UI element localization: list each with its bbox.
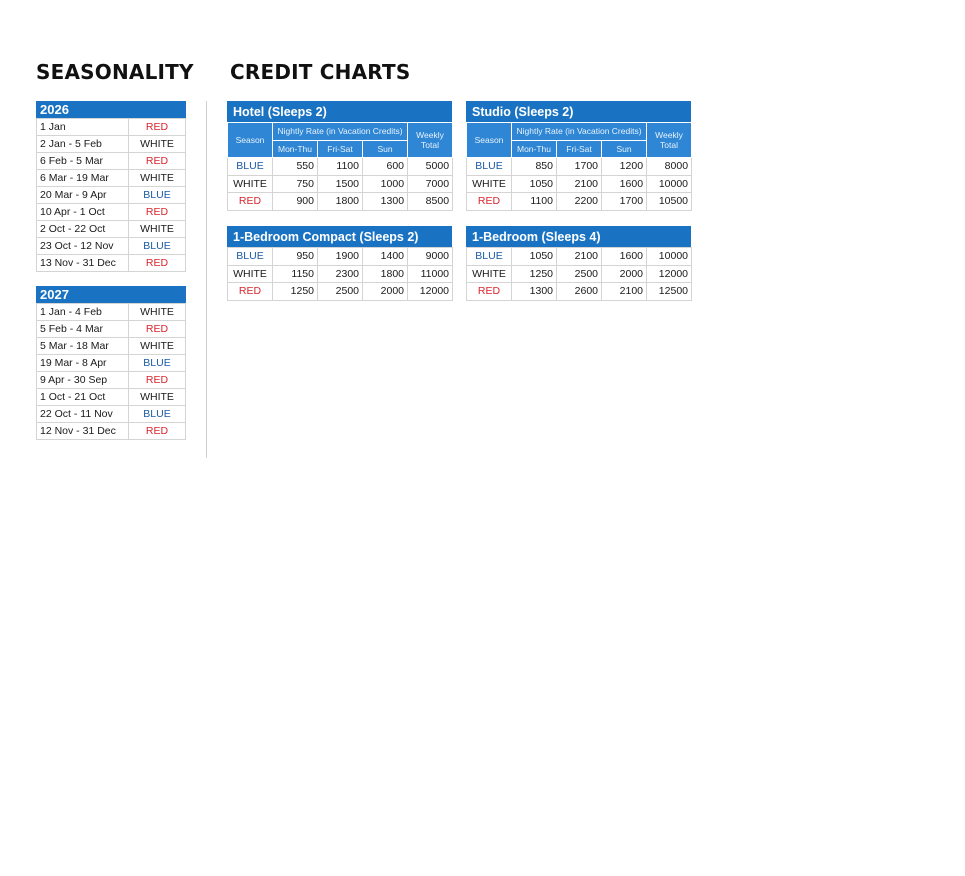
season-color: WHITE bbox=[129, 389, 186, 406]
date-range: 2 Jan - 5 Feb bbox=[37, 136, 129, 153]
mon-thu-value: 950 bbox=[273, 248, 318, 266]
season-cell: WHITE bbox=[467, 175, 512, 193]
fri-sat-value: 2200 bbox=[557, 193, 602, 211]
fri-sat-value: 2500 bbox=[557, 265, 602, 283]
seasonality-heading: SEASONALITY bbox=[36, 60, 194, 84]
credit-table-1br-compact bbox=[227, 226, 452, 301]
sun-value: 1300 bbox=[363, 193, 408, 211]
credit-table-grid bbox=[466, 247, 692, 301]
fri-sat-header: Fri-Sat bbox=[557, 140, 602, 158]
credit-row bbox=[228, 193, 453, 211]
season-color: RED bbox=[129, 153, 186, 170]
season-color: WHITE bbox=[129, 136, 186, 153]
credit-charts-heading: CREDIT CHARTS bbox=[230, 60, 411, 84]
mon-thu-value: 900 bbox=[273, 193, 318, 211]
season-table-2027 bbox=[36, 286, 186, 440]
season-color: RED bbox=[129, 372, 186, 389]
season-cell: BLUE bbox=[467, 158, 512, 176]
nightly-rate-header: Nightly Rate (in Vacation Credits) bbox=[273, 123, 408, 141]
season-row bbox=[37, 238, 186, 255]
weekly-total-value: 11000 bbox=[408, 265, 453, 283]
mon-thu-value: 750 bbox=[273, 175, 318, 193]
credit-row bbox=[228, 265, 453, 283]
credit-row bbox=[228, 158, 453, 176]
credit-table-title: Hotel (Sleeps 2) bbox=[227, 101, 452, 122]
date-range: 22 Oct - 11 Nov bbox=[37, 406, 129, 423]
sun-header: Sun bbox=[363, 140, 408, 158]
season-row bbox=[37, 355, 186, 372]
season-color: WHITE bbox=[129, 304, 186, 321]
season-cell: RED bbox=[467, 193, 512, 211]
header-row bbox=[467, 123, 692, 141]
season-row bbox=[37, 255, 186, 272]
season-color: RED bbox=[129, 423, 186, 440]
season-row bbox=[37, 406, 186, 423]
weekly-total-value: 12000 bbox=[647, 265, 692, 283]
season-row bbox=[37, 221, 186, 238]
weekly-total-value: 8500 bbox=[408, 193, 453, 211]
fri-sat-value: 1800 bbox=[318, 193, 363, 211]
date-range: 20 Mar - 9 Apr bbox=[37, 187, 129, 204]
nightly-rate-header: Nightly Rate (in Vacation Credits) bbox=[512, 123, 647, 141]
season-row bbox=[37, 321, 186, 338]
season-cell: BLUE bbox=[228, 248, 273, 266]
season-row bbox=[37, 423, 186, 440]
credit-table-grid bbox=[466, 122, 692, 211]
date-range: 2 Oct - 22 Oct bbox=[37, 221, 129, 238]
season-table-body bbox=[36, 303, 186, 440]
credit-table-1br bbox=[466, 226, 691, 301]
sun-value: 600 bbox=[363, 158, 408, 176]
weekly-total-header: Weekly Total bbox=[647, 123, 692, 158]
date-range: 23 Oct - 12 Nov bbox=[37, 238, 129, 255]
season-color: WHITE bbox=[129, 221, 186, 238]
fri-sat-value: 2500 bbox=[318, 283, 363, 301]
date-range: 1 Oct - 21 Oct bbox=[37, 389, 129, 406]
mon-thu-value: 1050 bbox=[512, 175, 557, 193]
mon-thu-value: 550 bbox=[273, 158, 318, 176]
credit-table-studio bbox=[466, 101, 691, 211]
sun-value: 1800 bbox=[363, 265, 408, 283]
sun-value: 1700 bbox=[602, 193, 647, 211]
fri-sat-value: 2100 bbox=[557, 175, 602, 193]
credit-table-grid bbox=[227, 122, 453, 211]
weekly-total-value: 10000 bbox=[647, 248, 692, 266]
date-range: 6 Feb - 5 Mar bbox=[37, 153, 129, 170]
season-row bbox=[37, 204, 186, 221]
date-range: 10 Apr - 1 Oct bbox=[37, 204, 129, 221]
season-cell: BLUE bbox=[228, 158, 273, 176]
sun-value: 1600 bbox=[602, 175, 647, 193]
season-color: BLUE bbox=[129, 238, 186, 255]
credit-table-grid bbox=[227, 247, 453, 301]
fri-sat-value: 1900 bbox=[318, 248, 363, 266]
mon-thu-value: 1050 bbox=[512, 248, 557, 266]
date-range: 6 Mar - 19 Mar bbox=[37, 170, 129, 187]
credit-row bbox=[467, 248, 692, 266]
weekly-total-value: 12500 bbox=[647, 283, 692, 301]
fri-sat-value: 2100 bbox=[557, 248, 602, 266]
mon-thu-value: 1300 bbox=[512, 283, 557, 301]
mon-thu-value: 850 bbox=[512, 158, 557, 176]
season-color: RED bbox=[129, 119, 186, 136]
date-range: 5 Feb - 4 Mar bbox=[37, 321, 129, 338]
credit-row bbox=[228, 175, 453, 193]
season-row bbox=[37, 119, 186, 136]
credit-row bbox=[228, 248, 453, 266]
sun-value: 2000 bbox=[602, 265, 647, 283]
date-range: 19 Mar - 8 Apr bbox=[37, 355, 129, 372]
season-color: BLUE bbox=[129, 187, 186, 204]
season-color: WHITE bbox=[129, 338, 186, 355]
season-table-body bbox=[36, 118, 186, 272]
credit-row bbox=[467, 265, 692, 283]
sun-value: 1400 bbox=[363, 248, 408, 266]
weekly-total-value: 10500 bbox=[647, 193, 692, 211]
date-range: 9 Apr - 30 Sep bbox=[37, 372, 129, 389]
credit-row bbox=[228, 283, 453, 301]
season-color: RED bbox=[129, 321, 186, 338]
season-table-2026 bbox=[36, 101, 186, 272]
date-range: 1 Jan bbox=[37, 119, 129, 136]
season-cell: WHITE bbox=[467, 265, 512, 283]
credit-row bbox=[467, 158, 692, 176]
sun-value: 2100 bbox=[602, 283, 647, 301]
season-color: BLUE bbox=[129, 406, 186, 423]
credit-row bbox=[467, 175, 692, 193]
credit-table-title: Studio (Sleeps 2) bbox=[466, 101, 691, 122]
season-color: WHITE bbox=[129, 170, 186, 187]
season-color: BLUE bbox=[129, 355, 186, 372]
season-row bbox=[37, 304, 186, 321]
season-column-header: Season bbox=[228, 123, 273, 158]
season-column-header: Season bbox=[467, 123, 512, 158]
season-row bbox=[37, 153, 186, 170]
mon-thu-header: Mon-Thu bbox=[273, 140, 318, 158]
fri-sat-value: 1700 bbox=[557, 158, 602, 176]
credit-row bbox=[467, 283, 692, 301]
weekly-total-value: 8000 bbox=[647, 158, 692, 176]
credit-table-title: 1-Bedroom (Sleeps 4) bbox=[466, 226, 691, 247]
mon-thu-value: 1250 bbox=[512, 265, 557, 283]
sun-value: 1600 bbox=[602, 248, 647, 266]
season-row bbox=[37, 338, 186, 355]
fri-sat-header: Fri-Sat bbox=[318, 140, 363, 158]
weekly-total-value: 12000 bbox=[408, 283, 453, 301]
season-cell: WHITE bbox=[228, 175, 273, 193]
season-row bbox=[37, 170, 186, 187]
header-row bbox=[228, 123, 453, 141]
credit-table-title: 1-Bedroom Compact (Sleeps 2) bbox=[227, 226, 452, 247]
credit-row bbox=[467, 193, 692, 211]
sun-value: 1200 bbox=[602, 158, 647, 176]
season-cell: RED bbox=[467, 283, 512, 301]
section-divider bbox=[206, 101, 207, 458]
sun-header: Sun bbox=[602, 140, 647, 158]
date-range: 12 Nov - 31 Dec bbox=[37, 423, 129, 440]
mon-thu-value: 1250 bbox=[273, 283, 318, 301]
season-cell: RED bbox=[228, 283, 273, 301]
fri-sat-value: 1500 bbox=[318, 175, 363, 193]
date-range: 5 Mar - 18 Mar bbox=[37, 338, 129, 355]
weekly-total-header: Weekly Total bbox=[408, 123, 453, 158]
date-range: 13 Nov - 31 Dec bbox=[37, 255, 129, 272]
fri-sat-value: 2600 bbox=[557, 283, 602, 301]
sun-value: 1000 bbox=[363, 175, 408, 193]
season-cell: WHITE bbox=[228, 265, 273, 283]
season-row bbox=[37, 187, 186, 204]
fri-sat-value: 2300 bbox=[318, 265, 363, 283]
season-color: RED bbox=[129, 204, 186, 221]
season-row bbox=[37, 372, 186, 389]
season-year-header: 2026 bbox=[36, 101, 186, 118]
weekly-total-value: 10000 bbox=[647, 175, 692, 193]
season-color: RED bbox=[129, 255, 186, 272]
season-row bbox=[37, 389, 186, 406]
mon-thu-header: Mon-Thu bbox=[512, 140, 557, 158]
season-year-header: 2027 bbox=[36, 286, 186, 303]
season-row bbox=[37, 136, 186, 153]
date-range: 1 Jan - 4 Feb bbox=[37, 304, 129, 321]
credit-table-hotel bbox=[227, 101, 452, 211]
mon-thu-value: 1100 bbox=[512, 193, 557, 211]
mon-thu-value: 1150 bbox=[273, 265, 318, 283]
weekly-total-value: 5000 bbox=[408, 158, 453, 176]
season-cell: RED bbox=[228, 193, 273, 211]
season-cell: BLUE bbox=[467, 248, 512, 266]
weekly-total-value: 7000 bbox=[408, 175, 453, 193]
sun-value: 2000 bbox=[363, 283, 408, 301]
weekly-total-value: 9000 bbox=[408, 248, 453, 266]
fri-sat-value: 1100 bbox=[318, 158, 363, 176]
